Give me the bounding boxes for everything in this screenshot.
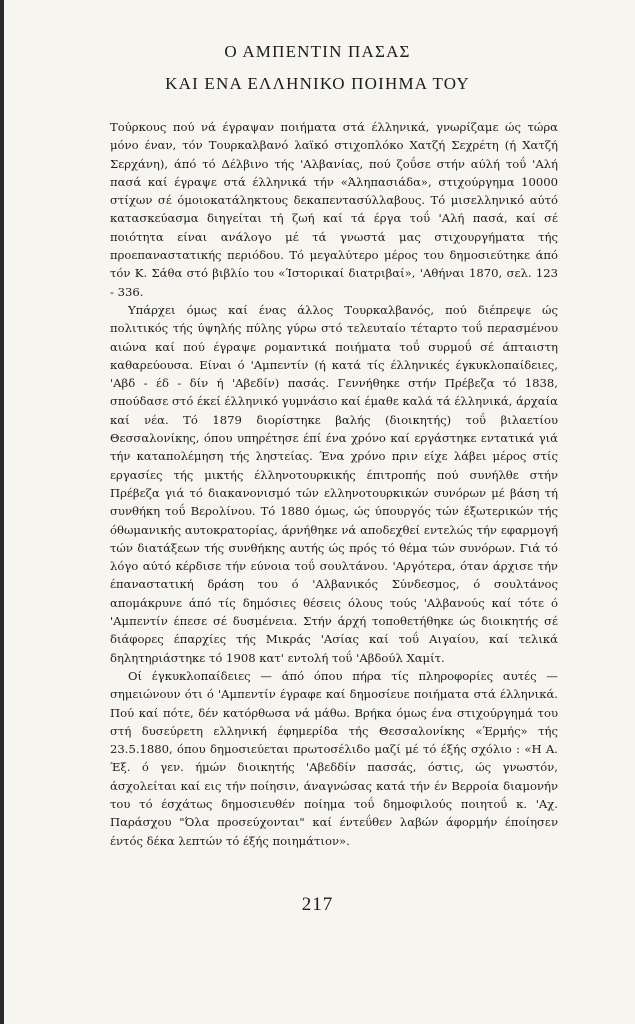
article-title-line-1: Ο ΑΜΠΕΝΤΙΝ ΠΑΣΑΣ [224, 42, 411, 61]
article-body [110, 118, 558, 850]
article-title-line-2: ΚΑΙ ΕΝΑ ΕΛΛΗΝΙΚΟ ΠΟΙΗΜΑ ΤΟΥ [165, 74, 470, 93]
paragraph-1: Τούρκους πού νά έγραψαν ποιήματα στά έλληνικά, γνωρίζαμε ώς τώρα μόνο έναν, τόν Τουρκαλβανό λαϊκό στιχοπλόκο Χατζή Σεχρέτη (ή Χατζή Σερχάνη), άπό τό Δέλβινο τής 'Αλβανίας, πού ζοΰσε στήν αύλή τοΰ 'Αλή πασά καί έγραψε στά έλληνικά τήν «Άληπασιάδα», στιχούργημα 10000 στίχων σέ όμοιοκατάληκτους δεκαπεντασύλλαβους. Τό μισελληνικό αύτό κατασκεύασμα διηγείται τή ζωή καί τά έργα τοΰ 'Αλή πασά, καί σέ ποιότητα είναι ανάλογο μέ τά γνωστά μας στιχουργήματα τής προεπαναστατικής περιόδου. Τό μεγαλύτερο μέρος του δημοσιεύτηκε άπό τόν Κ. Σάθα στό βιβλίο του «Ίστορικαί διατριβαί», 'Αθήναι 1870, σελ. 123 - 336. [110, 120, 558, 299]
paragraph-2: Υπάρχει όμως καί ένας άλλος Τουρκαλβανός, πού διέπρεψε ώς πολιτικός τής ύψηλής πύλης γύρω στό τελευταίο τέταρτο τοΰ περασμένου αιώνα καί πού έγραψε ρομαντικά ποιήματα τοΰ συρμοΰ σέ άπταιστη καθαρεύουσα. Είναι ό 'Αμπεντίν (ή κατά τίς έλληνικές έγκυκλοπαίδειες, 'Αβδ - έδ - δίν ή 'Αβεδίν) πασάς. Γεννήθηκε στήν Πρέβεζα τό 1838, σπούδασε στό έκεί έλληνικό γυμνάσιο καί έμαθε καλά τά έλληνικά, άρχαία καί νέα. Τό 1879 διορίστηκε βαλής (διοικητής) τοΰ βιλαετίου Θεσσαλονίκης, όπου υπηρέτησε έπί ένα χρόνο καί εργάστηκε εντατικά γιά τήν καταπολέμηση τής ληστείας. Ένα χρόνο πριν είχε λάβει μέρος στίς εργασίες τής μικτής έλληνοτουρκικής έπιτροπής πού συνήλθε στήν Πρέβεζα γιά τό διακανονισμό τών ελληνοτουρκικών συνόρων μέ βάση τή συνθήκη τοΰ Βερολίνου. Τό 1880 όμως, ώς ύπουργός τών έξωτερικών τής όθωμανικής αυτοκρατορίας, άρνήθηκε νά αποδεχθεί εντελώς τήν εφαρμογή τών διατάξεων τής συνθήκης αυτής ώς πρός τό θέμα τών συνόρων. Γιά τό λόγο αύτό κέρδισε τήν εύνοια τοΰ σουλτάνου. 'Αργότερα, όταν άρχισε τήν έπαναστατική δράση του ό 'Αλβανικός Σύνδεσμος, ό σουλτάνος απομάκρυνε άπό τίς δημόσιες θέσεις όλους τούς 'Αλβανούς καί τότε ό 'Αμπεντίν έπεσε σέ δυσμένεια. Στήν άρχή τοποθετήθηκε ώς διοικητής σέ διάφορες έπαρχίες τής Μικράς 'Ασίας καί τοΰ Αιγαίου, καί τελικά δηλητηριάστηκε τό 1908 κατ' εντολή τοΰ 'Αβδούλ Χαμίτ. [110, 302, 558, 665]
page-number: 217 [301, 894, 334, 915]
paragraph-3: Οί έγκυκλοπαίδειες — άπό όπου πήρα τίς πληροφορίες αυτές — σημειώνουν ότι ό 'Αμπεντίν έγραφε καί δημοσίευε ποιήματα στά έλληνικά. Πού καί πότε, δέν κατόρθωσα νά μάθω. Βρήκα όμως ένα στιχούργημά του στή δυσεύρετη ελληνική έφημερίδα τής Θεσσαλονίκης «Έρμής» τής 23.5.1880, όπου δημοσιεύεται πρωτοσέλιδο μαζί μέ τό έξής σχόλιο : «Η Α. Έξ. ό γεν. ήμών διοικητής 'Αβεδδίν πασσάς, όστις, ώς γνωστόν, άσχολείται καί εις τήν ποίησιν, άναγνώσας κατά τήν έν Βερροία διαμονήν του τό έσχάτως δημοσιευθέν ποίημα τοΰ δημοφιλούς ποιητοΰ κ. 'Αχ. Παράσχου "Όλα προσεύχονται" καί έντεΰθεν λαβών άφορμήν έποίησεν έντός δέκα λεπτών τό έξής ποιημάτιον». [110, 668, 558, 848]
scan-edge [0, 0, 4, 1024]
